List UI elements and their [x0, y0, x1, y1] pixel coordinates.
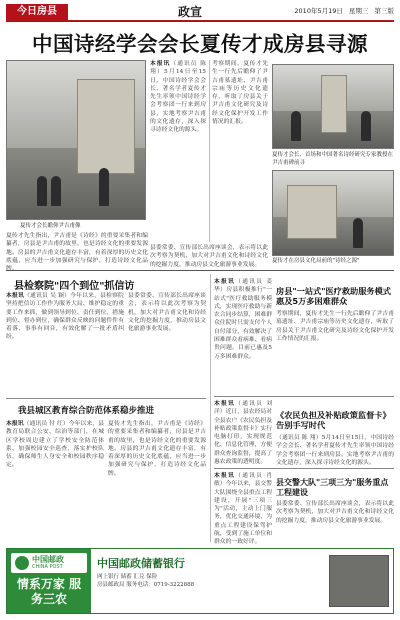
- article-2-text-col-1: 本报讯（通讯员 付 红）今年以来，县教育局联合公安、综治等部门，在城区学校周边建立了学校安全防范体系，加强校园安全巡查，落实护校队伍，确保师生人身安全和校园秩序稳定。: [6, 421, 104, 469]
- issue-date: 2010年5月19日 星期三 第三版: [294, 7, 394, 15]
- main-headline: 中国诗经学会会长夏传才成房县寻源: [32, 32, 368, 56]
- lead-col-3: 夏传才先生指出，尹吉甫是《诗经》的重要采集者和编纂者，房县是尹吉甫的故里，也是诗经文化的重要发源地。房县的尹吉甫文化遗存丰富，有着深厚的历史文化底蕴，应当进一步加强研究与保护，打造诗经文化品牌。: [6, 233, 148, 273]
- article-2-title: 我县城区教育综合防范体系稳步推进: [18, 406, 155, 416]
- article-3-text-col-2: 考察期间，夏传才先生一行先后瞻仰了尹吉甫墓遗址、尹吉甫宗庙等历史文化遗存，听取了房县关于尹吉甫文化研究及诗经文化保护开发工作情况的汇报。: [276, 311, 394, 342]
- ad-title: 中国邮政储蓄银行: [97, 557, 185, 570]
- column-divider: [209, 60, 210, 242]
- ad-slogan: 情系万家 服务三农: [16, 577, 82, 606]
- photo-statue: [6, 60, 146, 220]
- article-2-text-col-2: 夏传才先生指出，尹吉甫是《诗经》的重要采集者和编纂者，房县是尹吉甫的故里，也是诗经文化的重要发源地。房县的尹吉甫文化遗存丰富，有着深厚的历史文化底蕴，应当进一步加强研究与保护，打造诗经文化品牌。: [108, 421, 206, 477]
- post-emblem-icon: [15, 556, 29, 570]
- paper-name-tag: 今日房县: [6, 4, 68, 20]
- ad-content: [97, 553, 389, 609]
- china-post-ad: [6, 548, 394, 614]
- article-4-text-col-2: （通讯员 陈 翔）5月14日至15日，中国诗经学会会长、著名学者夏传才先生率领中国诗经学会考察团一行来到房县，实地考察尹吉甫的文化遗存，深入探寻诗经文化的源头。: [276, 435, 394, 466]
- ad-brand-panel: [7, 549, 91, 613]
- lead-byline: 本报讯: [150, 61, 171, 67]
- article-divider: [6, 398, 206, 399]
- article-3-title: 房县"一站式"医疗救助服务模式惠及5万多困难群众: [276, 286, 391, 306]
- photo-caption-right-bottom: 夏传才在房县文化局前的"诗经之源": [272, 258, 360, 264]
- photo-stele: [272, 64, 394, 149]
- section-name: 政宣: [178, 5, 203, 19]
- lead-col-4: 县委常委、宣传部长出席座谈会，表示将以此次考察为契机，加大对尹吉甫文化和诗经文化的挖掘力度，推动房县文化旅游事业发展。: [150, 245, 268, 268]
- article-5-text-col-2: 县委常委、宣传部长出席座谈会，表示将以此次考察为契机，加大对尹吉甫文化和诗经文化的挖掘力度，推动房县文化旅游事业发展。: [276, 501, 394, 524]
- article-5-title: 县交警大队"三项三为"服务重点工程建设: [276, 478, 389, 497]
- article-4-title: 《农民负担及补贴政策监督卡》告别手写时代: [276, 410, 391, 430]
- lead-col-2: 考察期间，夏传才先生一行先后瞻仰了尹吉甫墓遗址、尹吉甫宗庙等历史文化遗存，听取了房县关于尹吉甫文化研究及诗经文化保护开发工作情况的汇报。: [212, 61, 268, 126]
- photo-caption-left: 夏传才会长瞻仰尹吉甫像: [20, 223, 81, 229]
- article-4-text-col-1: 本报讯（通讯员 刘 洋）近日，县农经局对全县农户《农民负担及补贴政策监督卡》实行电脑打印，实现规范化、信息化管理，方便群众查询监督，提高了惠农政策的透明度。: [214, 401, 272, 466]
- ad-photo: [329, 555, 389, 607]
- photo-caption-right-top: 夏传才会长、首场和中国著名诗经研究专家教授在尹吉甫碑前寻: [272, 152, 394, 166]
- article-5-text-col-1: 本报讯（通讯员 肖 敏）今年以来，县交警大队围绕全县重点工程建设，开展"三项三为"活动，主动上门服务，优化交通环境，为重点工程建设保驾护航，受到了施工单位和群众的一致好评。: [214, 473, 272, 546]
- lead-col-1: 本报讯（通讯员 陈 翔）5月14日至15日，中国诗经学会会长、著名学者夏传才先生率领中国诗经学会考察团一行来到房县，实地考察尹吉甫的文化遗存，深入探寻诗经文化的源头。: [150, 61, 206, 134]
- article-1-title: 县检察院"四个到位"抓信访: [14, 281, 135, 292]
- column-divider: [210, 274, 211, 542]
- photo-monument: [272, 170, 394, 256]
- article-3-text-col-1: 本报讯（通讯员 姜 华）房县积极推行"一站式"医疗救助服务模式，实现医疗救助与新农合同步结算，困难群众住院时只需支付个人自付部分，有效解决了困难群众看病难、看病贵问题，目前已惠及5万多困难群众。: [214, 279, 272, 360]
- article-1-text-col-1: 本报讯（通讯员 吴 颖）今年以来，县检察院坚持把信访工作作为服务大局、维护稳定的重要工作来抓，做到领导到位、责任到位、措施到位、督办到位，确保群众反映的问题件件有着落、事事有回音，有效化解了一批矛盾纠纷。: [6, 293, 124, 341]
- china-post-logo: 中国邮政 CHINA POST: [11, 553, 87, 573]
- ad-details: 网上银行 储蓄 汇兑 保险 房县邮政局 服务电话：0719-3222888: [97, 574, 195, 588]
- article-divider: [214, 396, 394, 397]
- masthead: [6, 4, 394, 22]
- section-divider: [6, 270, 394, 271]
- article-divider: [214, 468, 394, 469]
- article-1-text-col-2: 县委常委、宣传部长出席座谈会，表示将以此次考察为契机，加大对尹吉甫文化和诗经文化的挖掘力度，推动房县文化旅游事业发展。: [128, 293, 206, 333]
